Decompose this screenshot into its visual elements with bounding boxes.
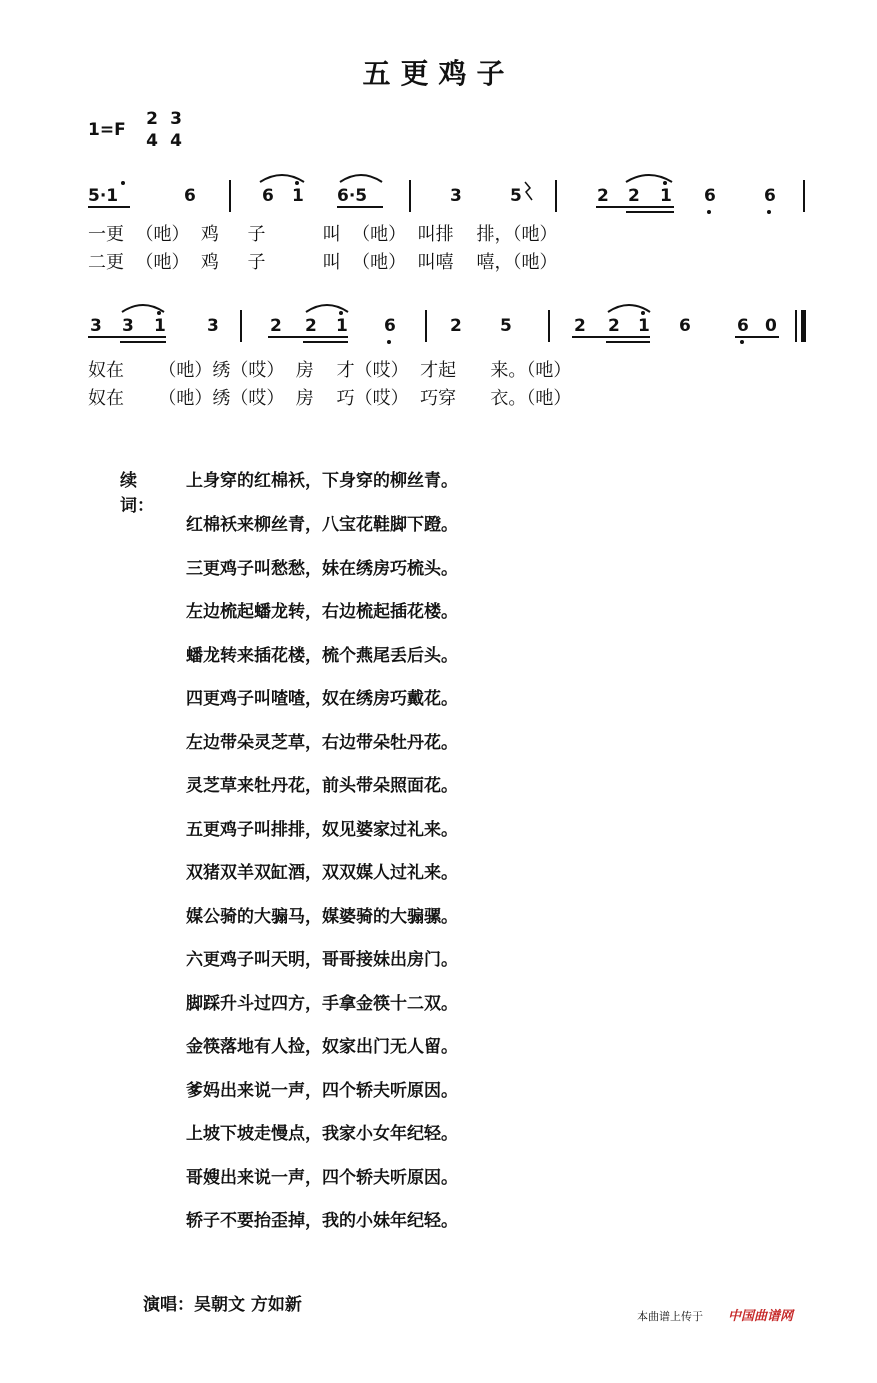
underline [606, 341, 650, 343]
note: 3 [207, 316, 219, 336]
verse-line: 哥嫂出来说一声，四个轿夫听原因。 [186, 1168, 458, 1188]
barline [240, 310, 242, 342]
note: 5·1 [88, 186, 119, 206]
verse-line: 红棉袄来柳丝青，八宝花鞋脚下蹬。 [186, 515, 458, 535]
lyrics-verse-1: 奴在 （吔）绣（哎） 房 才（哎） 才起 来。（吔） [88, 360, 572, 381]
low-dot [740, 340, 744, 344]
time-sig-bottom: 4 [146, 131, 158, 151]
barline [409, 180, 411, 212]
note: 6 [262, 186, 274, 206]
underline [572, 336, 650, 338]
slur [304, 300, 350, 314]
verse-line: 脚踩升斗过四方，手拿金筷十二双。 [186, 994, 458, 1014]
underline [596, 206, 674, 208]
time-sig-top: 3 [170, 109, 182, 129]
note: 6 [384, 316, 396, 336]
note: 1 [638, 316, 650, 336]
note: 5 [510, 186, 522, 206]
high-dot [295, 181, 299, 185]
underline [303, 341, 348, 343]
note: 2 [628, 186, 640, 206]
glide-mark [522, 180, 536, 202]
lyrics-verse-2: 奴在 （吔）绣（哎） 房 巧（哎） 巧穿 衣。（吔） [88, 388, 572, 409]
note: 3 [122, 316, 134, 336]
note: 2 [270, 316, 282, 336]
note: 6·5 [337, 186, 368, 206]
time-sig-top: 2 [146, 109, 158, 129]
verse-line: 四更鸡子叫喳喳，奴在绣房巧戴花。 [186, 689, 458, 709]
final-barline-thick [801, 310, 806, 342]
verse-line: 左边梳起蟠龙转，右边梳起插花楼。 [186, 602, 458, 622]
barline [555, 180, 557, 212]
note: 6 [679, 316, 691, 336]
verse-line: 爹妈出来说一声，四个轿夫听原因。 [186, 1081, 458, 1101]
verses-label: 续词： [120, 471, 154, 516]
verse-line: 上身穿的红棉袄，下身穿的柳丝青。 [186, 471, 458, 491]
barline [425, 310, 427, 342]
note: 6 [704, 186, 716, 206]
verse-line: 轿子不要抬歪掉，我的小妹年纪轻。 [186, 1211, 458, 1231]
note: 3 [90, 316, 102, 336]
note: 5 [500, 316, 512, 336]
verse-line: 金筷落地有人捡，奴家出门无人留。 [186, 1037, 458, 1057]
note: 1 [292, 186, 304, 206]
underline [88, 336, 166, 338]
time-sig-bottom: 4 [170, 131, 182, 151]
barline [548, 310, 550, 342]
high-dot [339, 311, 343, 315]
note: 1 [336, 316, 348, 336]
underline [88, 206, 130, 208]
barline [229, 180, 231, 212]
slur [338, 170, 384, 184]
high-dot [157, 311, 161, 315]
underline [626, 211, 674, 213]
time-signature-2-4 [144, 108, 160, 152]
site-logo[interactable]: 中国曲谱网 [728, 1309, 794, 1324]
verse-line: 上坡下坡走慢点，我家小女年纪轻。 [186, 1124, 458, 1144]
low-dot [767, 210, 771, 214]
underline [268, 336, 348, 338]
note: 6 [184, 186, 196, 206]
note: 1 [660, 186, 672, 206]
underline [120, 341, 166, 343]
low-dot [707, 210, 711, 214]
verse-line: 灵芝草来牡丹花，前头带朵照面花。 [186, 776, 458, 796]
lyrics-verse-1: 一更 （吔） 鸡 子 叫 （吔） 叫排 排，（吔） [88, 224, 558, 245]
verse-line: 双猪双羊双缸酒，双双媒人过礼来。 [186, 863, 458, 883]
note: 2 [574, 316, 586, 336]
note: 2 [305, 316, 317, 336]
note: 0 [765, 316, 777, 336]
note: 1 [154, 316, 166, 336]
verse-line: 五更鸡子叫排排，奴见婆家过礼来。 [186, 820, 458, 840]
note: 2 [608, 316, 620, 336]
slur [606, 300, 652, 314]
high-dot [641, 311, 645, 315]
verse-line: 三更鸡子叫愁愁，妹在绣房巧梳头。 [186, 559, 458, 579]
note: 6 [737, 316, 749, 336]
note: 3 [450, 186, 462, 206]
underline [735, 336, 779, 338]
low-dot [387, 340, 391, 344]
final-barline-thin [795, 310, 797, 342]
key-signature: 1=F [88, 120, 126, 140]
underline [337, 206, 383, 208]
lyrics-verse-2: 二更 （吔） 鸡 子 叫 （吔） 叫嘻 嘻，（吔） [88, 252, 558, 273]
verse-line: 蟠龙转来插花楼，梳个燕尾丢后头。 [186, 646, 458, 666]
upload-note: 本曲谱上传于 [637, 1310, 703, 1323]
high-dot [663, 181, 667, 185]
note: 2 [450, 316, 462, 336]
note: 2 [597, 186, 609, 206]
barline [803, 180, 805, 212]
performer-credit: 演唱：吴朝文 方如新 [143, 1295, 302, 1315]
song-title: 五更鸡子 [362, 57, 515, 90]
verse-line: 六更鸡子叫天明，哥哥接妹出房门。 [186, 950, 458, 970]
high-dot [121, 181, 125, 185]
verse-line: 左边带朵灵芝草，右边带朵牡丹花。 [186, 733, 458, 753]
note: 6 [764, 186, 776, 206]
verse-line: 媒公骑的大骟马，媒婆骑的大骟骡。 [186, 907, 458, 927]
time-signature-3-4 [168, 108, 184, 152]
